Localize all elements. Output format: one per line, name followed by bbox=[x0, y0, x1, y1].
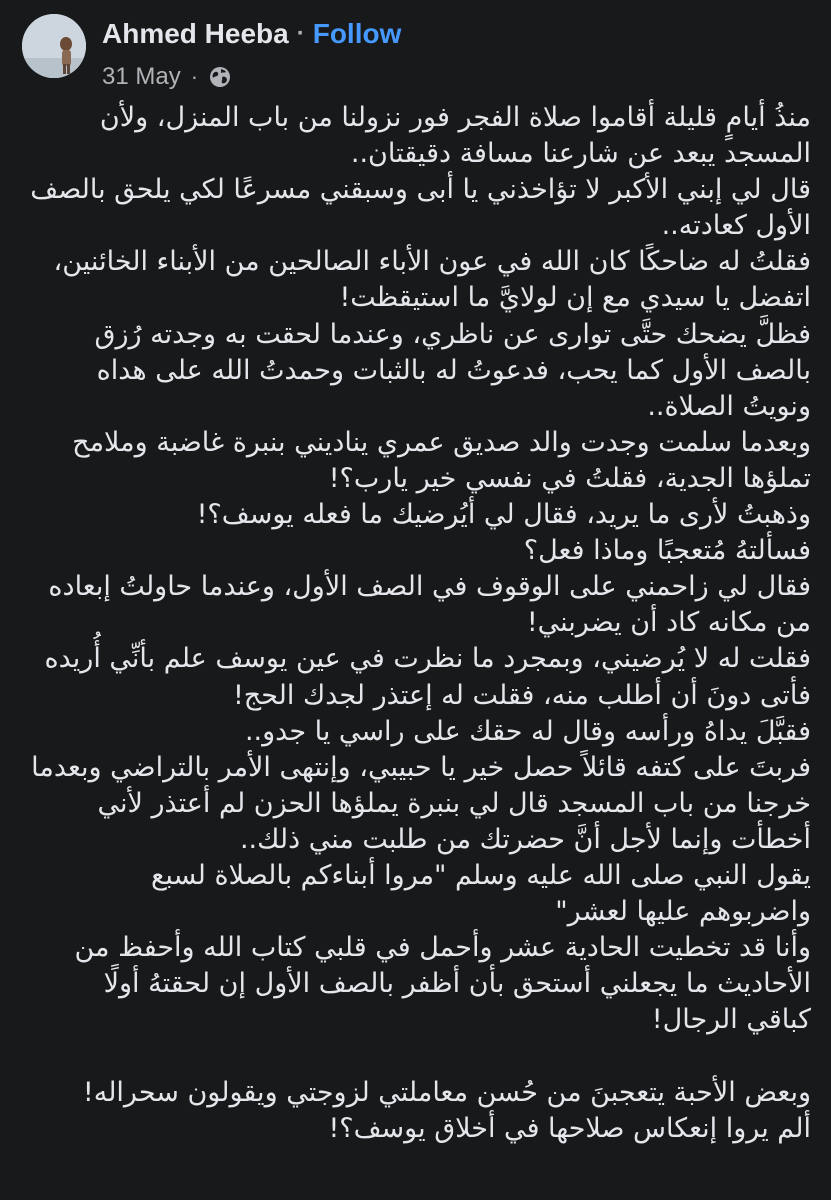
post-text-line: ونويتُ الصلاة.. bbox=[647, 390, 811, 422]
post-header bbox=[0, 0, 831, 100]
author-name[interactable]: Ahmed Heeba bbox=[102, 18, 289, 49]
post-text-line: فربتَ على كتفه قائلاً حصل خير يا حبيبي، وإنتهى الأمر بالتراضي وبعدما bbox=[31, 751, 811, 783]
post-text-line: أخطأت وإنما لأجل أنَّ حضرتك من طلبت مني ذلك.. bbox=[239, 823, 811, 855]
post-text-line: من مكانه كاد أن يضربني! bbox=[526, 607, 811, 639]
post-text-line: وبعدما سلمت وجدت والد صديق عمري يناديني بنبرة غاضبة وملامح bbox=[72, 426, 811, 458]
post-text-line: فقلت له لا يُرضيني، وبمجرد ما نظرت في عين يوسف علم بأنِّي أُريده bbox=[44, 643, 811, 675]
avatar[interactable] bbox=[22, 14, 86, 78]
post-text-line: قال لي إبني الأكبر لا تؤاخذني يا أبى وسبقني مسرعًا لكي يلحق بالصف bbox=[30, 174, 811, 206]
meta-separator: · bbox=[190, 64, 199, 89]
post-text-line: منذُ أيامٍ قليلة أقاموا صلاة الفجر فور نزولنا من باب المنزل، ولأن bbox=[99, 102, 811, 133]
author-row bbox=[102, 14, 401, 54]
post-text-line: كباقي الرجال! bbox=[651, 1004, 811, 1036]
post-text-line: يقول النبي صلى الله عليه وسلم "مروا أبناءكم بالصلاة لسبع bbox=[151, 859, 811, 891]
post-text-line: بالصف الأول كما يحب، فدعوتُ له بالثبات وحمدتُ الله على هداه bbox=[96, 354, 811, 386]
name-separator: · bbox=[296, 20, 305, 47]
post-text-line: وذهبتُ لأرى ما يريد، فقال لي أيُرضيك ما فعله يوسف؟! bbox=[196, 499, 811, 531]
paragraph-break bbox=[11, 1038, 811, 1074]
post-text-line: ألم يروا إنعكاس صلاحها في أخلاق يوسف؟! bbox=[328, 1112, 811, 1144]
post-text-line: اتفضل يا سيدي مع إن لولايَّ ما استيقظت! bbox=[339, 282, 811, 314]
post-text-line: فقال لي زاحمني على الوقوف في الصف الأول، وعندما حاولتُ إبعاده bbox=[48, 571, 811, 603]
post-text-line: فأتى دونَ أن أطلب منه، فقلت له إعتذر لجدك الحج! bbox=[232, 679, 811, 711]
post-text-line: فظلَّ يضحك حتَّى توارى عن ناظري، وعندما لحقت به وجدته رُزق bbox=[94, 318, 811, 350]
post-date[interactable]: 31 May bbox=[102, 63, 181, 90]
avatar-photo bbox=[22, 14, 86, 78]
post-text-line: وأنا قد تخطيت الحادية عشر وأحمل في قلبي كتاب الله وأحفظ من bbox=[74, 932, 811, 964]
post-text-line: المسجد يبعد عن شارعنا مسافة دقيقتان.. bbox=[350, 138, 811, 170]
post-text-line: تملؤها الجدية، فقلتُ في نفسي خير يارب؟! bbox=[328, 462, 811, 494]
post-text-line: فقلتُ له ضاحكًا كان الله في عون الأباء الصالحين من الأبناء الخائنين، bbox=[53, 246, 811, 278]
post-text-line: خرجنا من باب المسجد قال لي بنبرة يملؤها الحزن لم أعتذر لأني bbox=[97, 787, 811, 819]
post-text-line: وبعض الأحبة يتعجبنَ من حُسن معاملتي لزوجتي ويقولون سحراله! bbox=[82, 1076, 811, 1108]
post-text-line: الأول كعادته.. bbox=[661, 210, 811, 242]
post-text bbox=[11, 100, 811, 1147]
post-text-line: فسألتهُ مُتعجبًا وماذا فعل؟ bbox=[523, 535, 811, 567]
post-text-line: الأحاديث ما يجعلني أستحق بأن أظفر بالصف الأول إن لحقتهُ أولًا bbox=[103, 968, 811, 1000]
globe-icon[interactable] bbox=[208, 65, 232, 89]
post-text-line: فقبَّلَ يداهُ ورأسه وقال له حقك على راسي يا جدو.. bbox=[244, 715, 811, 747]
follow-button[interactable]: Follow bbox=[312, 18, 402, 49]
post-text-line: واضربوهم عليها لعشر" bbox=[555, 896, 811, 928]
post-meta bbox=[102, 60, 232, 94]
